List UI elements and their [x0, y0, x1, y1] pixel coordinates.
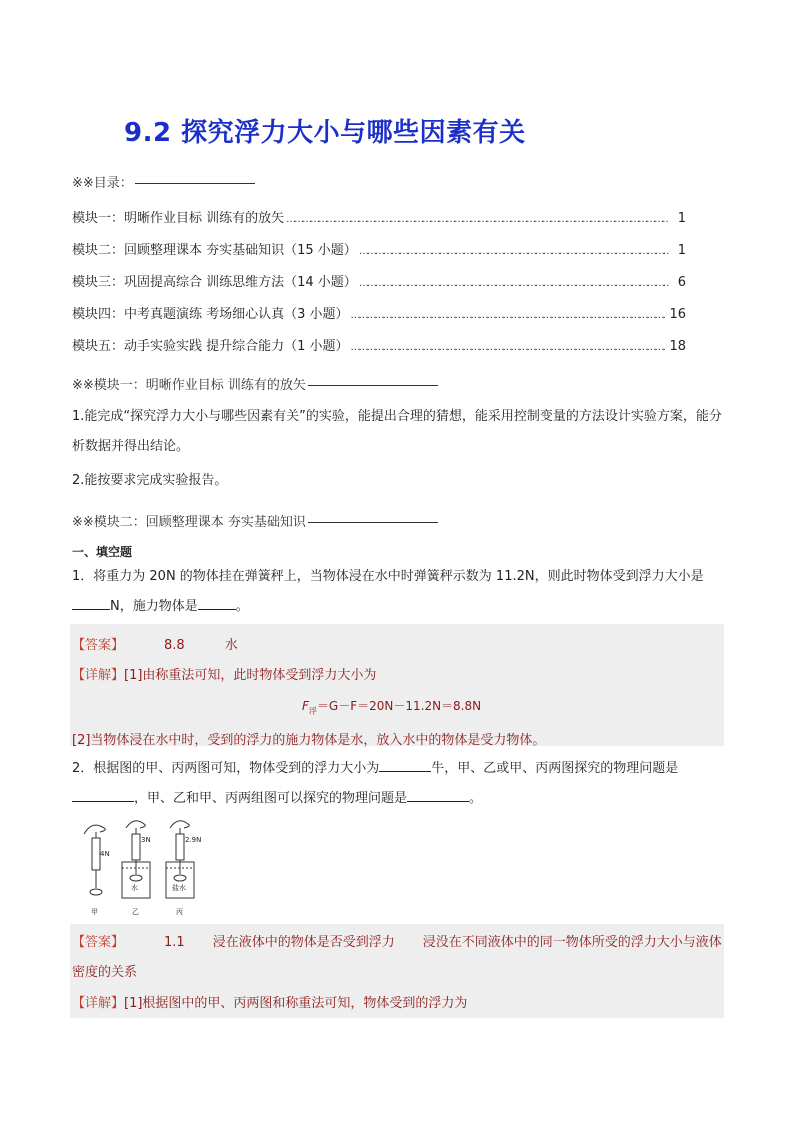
module2-heading-text: ※※模块二：回顾整理课本 夯实基础知识: [72, 515, 306, 530]
scale-reading-3: 2.9N: [185, 836, 202, 844]
q2-detail-1: [1]根据图中的甲、丙两图和称重法可知，物体受到的浮力为: [124, 996, 468, 1011]
q1-detail-1: [1]由称重法可知，此时物体受到浮力大小为: [124, 668, 377, 683]
heading-rule: [135, 183, 255, 184]
q1-detail-2: [2]当物体浸在水中时，受到的浮力的施力物体是水，放入水中的物体是受力物体。: [72, 733, 546, 748]
toc-page-number: 16: [669, 307, 686, 322]
toc-item[interactable]: [72, 303, 686, 323]
toc-page-number: 18: [669, 339, 686, 354]
object-icon: [130, 875, 142, 881]
q1-text-2: N，施力物体是: [110, 599, 198, 614]
spring-scale-icon: [176, 834, 184, 860]
toc-leader: [286, 211, 670, 226]
answer-blank: [407, 789, 469, 802]
q1-answer-1: 8.8: [164, 638, 185, 653]
answer-blank: [379, 759, 431, 772]
toc-page-number: 6: [677, 275, 686, 290]
buoyancy-figure: [74, 818, 214, 922]
toc-page-number: 1: [677, 211, 686, 226]
spring-scale-icon: [92, 838, 100, 870]
scale-reading-2: 3N: [141, 836, 151, 844]
q1-answer: [72, 634, 238, 653]
detail-tag: 【详解】: [72, 996, 125, 1011]
q2-detail: [72, 992, 467, 1011]
heading-rule: [308, 385, 438, 386]
q2-text-3: ，甲、乙和甲、丙两组图可以探究的物理问题是: [134, 791, 408, 806]
q2-text-4: 。: [469, 791, 483, 806]
liquid-label-water: 水: [131, 884, 138, 892]
toc-item-text: 模块一：明晰作业目标 训练有的放矢: [72, 211, 285, 226]
q2-answer-2: 浸在液体中的物体是否受到浮力: [212, 935, 395, 950]
formula-symbol: F: [302, 699, 309, 713]
section-title: 一、填空题: [72, 545, 133, 559]
module1-heading: [72, 374, 438, 393]
q2-text-1: 2．根据图的甲、丙两图可知，物体受到的浮力大小为: [72, 761, 380, 776]
toc-heading: [72, 172, 255, 191]
question-2: [72, 754, 724, 814]
toc-leader: [351, 339, 668, 354]
scale-reading-1: 4N: [100, 850, 110, 858]
module1-goal-2: 2.能按要求完成实验报告。: [72, 473, 228, 488]
object-icon: [90, 889, 102, 895]
detail-tag: 【详解】: [72, 668, 125, 683]
module1-heading-text: ※※模块一：明晰作业目标 训练有的放矢: [72, 378, 306, 393]
module1-goal-1: 1.能完成“探究浮力大小与哪些因素有关”的实验，能提出合理的猜想，能采用控制变量的方法设计实验方案，能分析数据并得出结论。: [72, 409, 722, 454]
answer-tag: 【答案】: [72, 935, 125, 950]
liquid-label-saltwater: 盐水: [172, 884, 186, 892]
q2-text-2: 牛，甲、乙或甲、丙两图探究的物理问题是: [431, 761, 679, 776]
toc-item[interactable]: [72, 239, 686, 259]
q2-answer-3: 浸没在不同液体中的同一物体所受的浮力大小与液体密度的关系: [72, 935, 722, 980]
q1-text-1: 1．将重力为 20N 的物体挂在弹簧秤上，当物体浸在水中时弹簧秤示数为 11.2N，则此时物体受到浮力大小是: [72, 569, 704, 584]
figure-label-yi: 乙: [132, 908, 139, 916]
toc-item-text: 模块二：回顾整理课本 夯实基础知识（15 小题）: [72, 243, 357, 258]
formula-subscript: 浮: [308, 706, 317, 716]
q1-text-3: 。: [235, 599, 249, 614]
toc-leader: [359, 275, 670, 290]
q1-detail: [72, 664, 376, 683]
answer-tag: 【答案】: [72, 638, 125, 653]
object-icon: [174, 875, 186, 881]
q2-answer: [72, 928, 722, 988]
toc-leader: [351, 307, 668, 322]
answer-blank: [198, 597, 236, 610]
heading-rule: [308, 522, 438, 523]
figure-label-jia: 甲: [91, 908, 98, 916]
toc-item[interactable]: [72, 335, 686, 355]
toc-heading-text: ※※目录：: [72, 176, 133, 191]
q2-answer-1: 1.1: [164, 935, 185, 950]
toc-item-text: 模块三：巩固提高综合 训练思维方法（14 小题）: [72, 275, 357, 290]
answer-blank: [72, 789, 134, 802]
module2-heading: [72, 511, 438, 530]
figure-label-bing: 丙: [176, 908, 183, 916]
hand-icon: [84, 825, 105, 834]
toc-item-text: 模块四：中考真题演练 考场细心认真（3 小题）: [72, 307, 349, 322]
toc-item-text: 模块五：动手实验实践 提升综合能力（1 小题）: [72, 339, 349, 354]
page-title: 9.2 探究浮力大小与哪些因素有关: [124, 118, 526, 148]
toc-page-number: 1: [677, 243, 686, 258]
hand-icon: [126, 821, 145, 828]
toc-item[interactable]: [72, 207, 686, 227]
q1-answer-2: 水: [224, 638, 238, 653]
toc-item[interactable]: [72, 271, 686, 291]
q1-formula: [302, 697, 481, 716]
formula-body: ＝G－F＝20N－11.2N＝8.8N: [316, 699, 482, 713]
answer-blank: [72, 597, 110, 610]
toc-leader: [359, 243, 670, 258]
spring-scale-icon: [132, 834, 140, 860]
question-1: [72, 562, 724, 622]
hand-icon: [170, 821, 189, 828]
